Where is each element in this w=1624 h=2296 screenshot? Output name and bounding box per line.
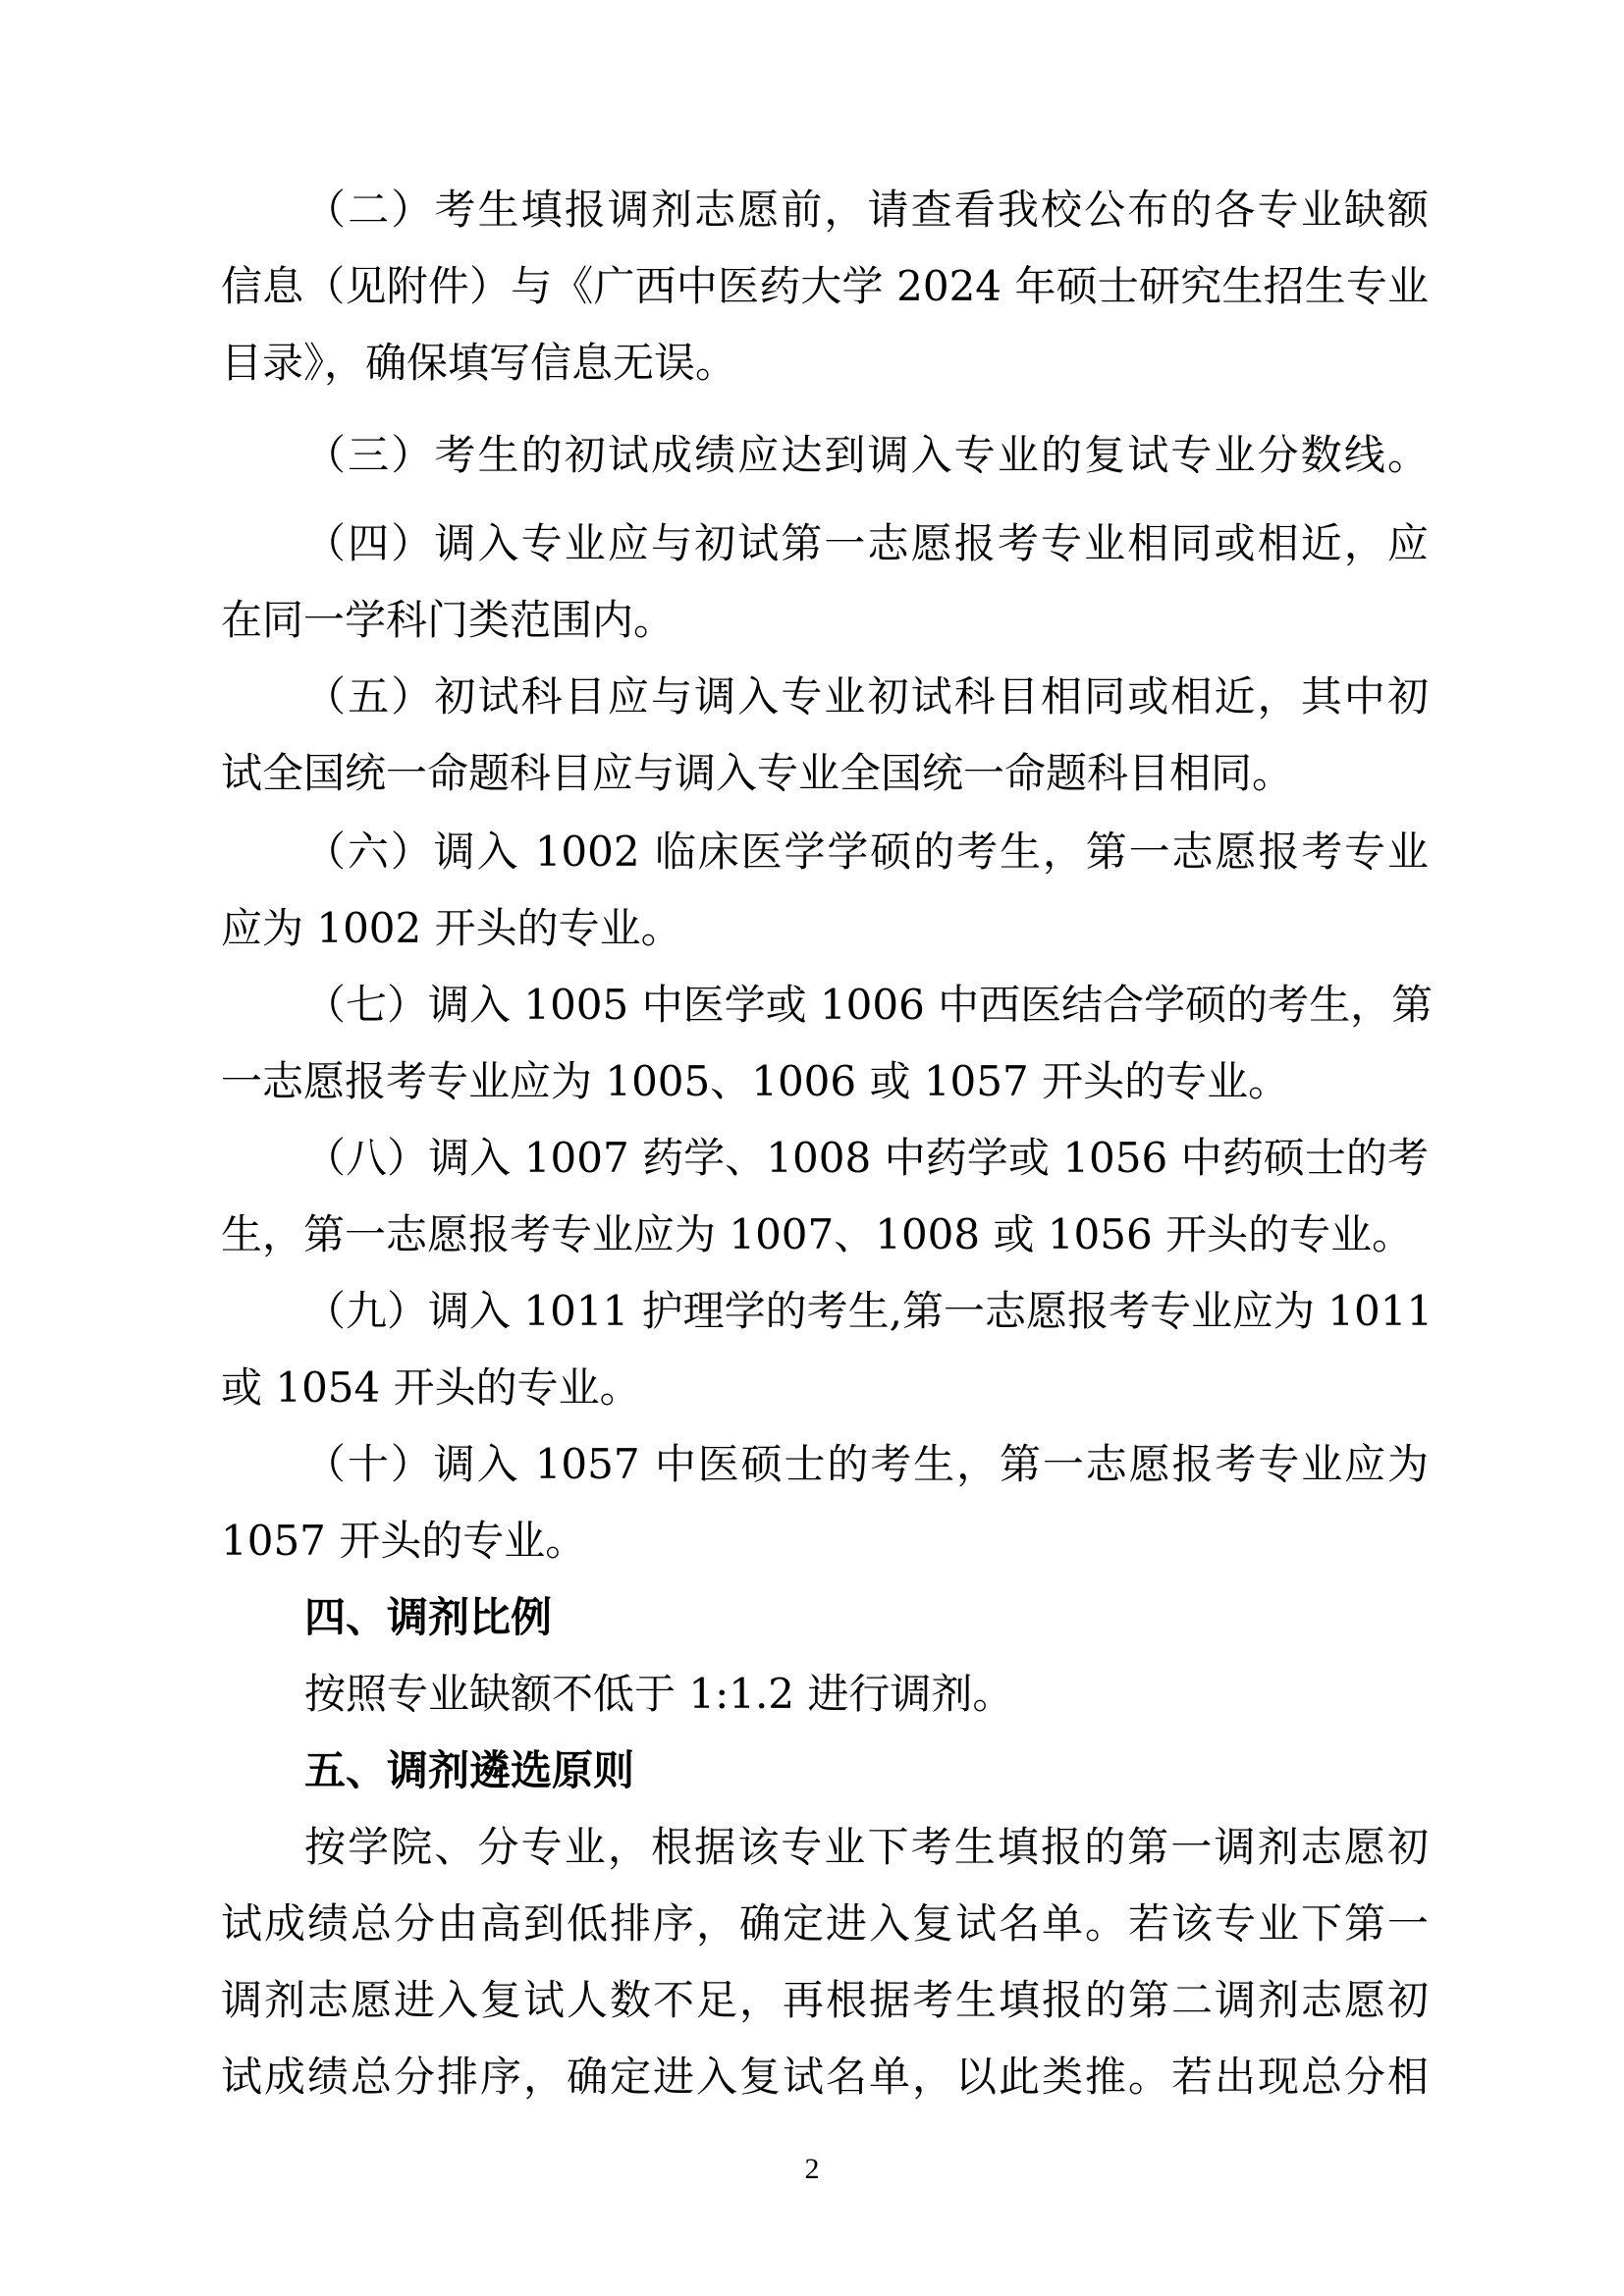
paragraph-line: 信息（见附件）与《广西中医药大学 2024 年硕士研究生招生专业: [221, 262, 1429, 310]
paragraph-line: 或 1054 开头的专业。: [221, 1363, 641, 1412]
paragraph-line: 在同一学科门类范围内。: [221, 596, 676, 644]
paragraph-line: （八）调入 1007 药学、1008 中药学或 1056 中药硕士的考: [304, 1134, 1429, 1182]
paragraph-line: 按学院、分专业，根据该专业下考生填报的第一调剂志愿初: [304, 1823, 1429, 1871]
section-heading: 四、调剂比例: [304, 1593, 553, 1641]
paragraph-line: 试成绩总分排序，确定进入复试名单，以此类推。若出现总分相: [221, 2053, 1429, 2101]
paragraph-line: （五）初试科目应与调入专业初试科目相同或相近，其中初: [304, 672, 1429, 721]
section-heading: 五、调剂遴选原则: [304, 1746, 635, 1794]
paragraph-line: 生，第一志愿报考专业应为 1007、1008 或 1056 开头的专业。: [221, 1210, 1414, 1258]
paragraph-line: （十）调入 1057 中医硕士的考生，第一志愿报考专业应为: [304, 1440, 1429, 1488]
paragraph-line: （九）调入 1011 护理学的考生,第一志愿报考专业应为 1011: [304, 1287, 1434, 1335]
page-number: 2: [804, 2153, 820, 2185]
section-body: 按照专业缺额不低于 1:1.2 进行调剂。: [304, 1670, 1014, 1718]
paragraph-line: （二）考生填报调剂志愿前，请查看我校公布的各专业缺额: [304, 186, 1429, 234]
paragraph-line: （三）考生的初试成绩应达到调入专业的复试专业分数线。: [304, 431, 1429, 479]
paragraph-line: 试成绩总分由高到低排序，确定进入复试名单。若该专业下第一: [221, 1899, 1429, 1948]
paragraph-line: 应为 1002 开头的专业。: [221, 904, 682, 952]
paragraph-line: 一志愿报考专业应为 1005、1006 或 1057 开头的专业。: [221, 1057, 1290, 1105]
paragraph-line: 1057 开头的专业。: [221, 1517, 587, 1565]
paragraph-line: （四）调入专业应与初试第一志愿报考专业相同或相近，应: [304, 519, 1429, 567]
paragraph-line: （六）调入 1002 临床医学学硕的考生，第一志愿报考专业: [304, 828, 1429, 876]
paragraph-line: 试全国统一命题科目应与调入专业全国统一命题科目相同。: [221, 749, 1294, 797]
paragraph-line: （七）调入 1005 中医学或 1006 中西医结合学硕的考生，第: [304, 981, 1434, 1029]
paragraph-line: 调剂志愿进入复试人数不足，再根据考生填报的第二调剂志愿初: [221, 1976, 1429, 2024]
paragraph-line: 目录》，确保填写信息无误。: [221, 339, 737, 387]
